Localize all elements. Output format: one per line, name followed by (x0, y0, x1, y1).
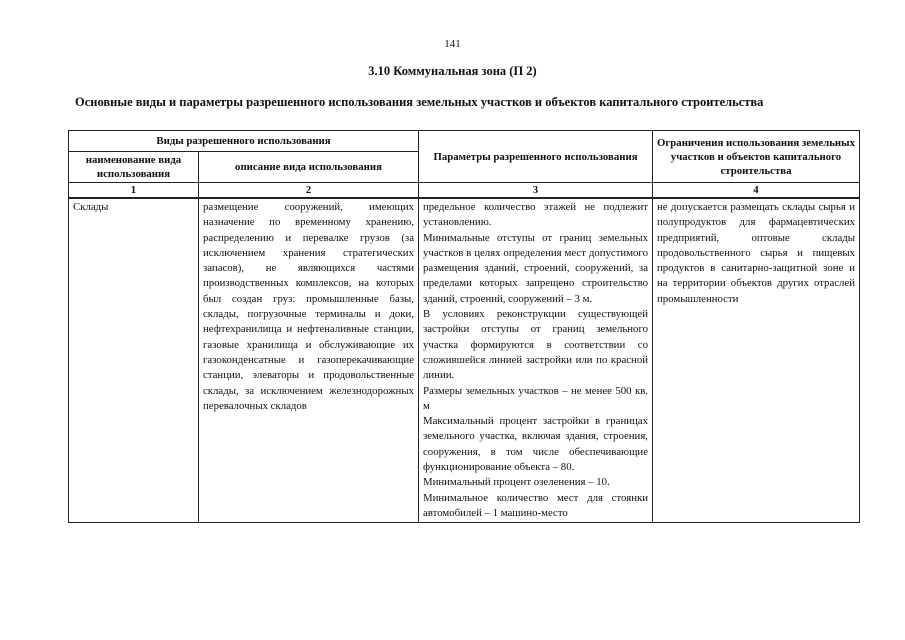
document-heading: Основные виды и параметры разрешенного использования земельных участков и объектов капитального строительства (75, 95, 764, 109)
header-limitations: Ограничения использования земельных участков и объектов капитального строительства (653, 131, 860, 183)
zoning-table (68, 130, 860, 523)
header-parameters: Параметры разрешенного использования (419, 131, 653, 183)
table-row (69, 198, 860, 523)
header-usage-description: описание вида использования (199, 152, 419, 183)
header-usage-types: Виды разрешенного использования (69, 131, 419, 152)
parameters-cell (419, 198, 653, 523)
parameter-item: В условиях реконструкции существующей застройки отступы от границ земельного участка формируются в соответствии со сложившейся линией застройки или по красной линии. (423, 308, 648, 382)
page-number: 141 (444, 38, 461, 50)
column-number: 2 (199, 183, 419, 199)
limitations-cell: не допускается размещать склады сырья и полупродуктов для фармацевтических предприятий, оптовые склады продовольственного сырья и пищевых продуктов в санитарно-защитной зоне и на территории объектов других отраслей промышленности (653, 198, 860, 523)
parameter-item: Минимальный процент озеленения – 10. (423, 476, 610, 489)
section-title: 3.10 Коммунальная зона (П 2) (368, 64, 537, 78)
parameter-item: предельное количество этажей не подлежит установлению. (423, 201, 648, 229)
column-number: 1 (69, 183, 199, 199)
parameter-item: Минимальное количество мест для стоянки автомобилей – 1 машино-место (423, 491, 648, 519)
header-usage-name: наименование вида использования (69, 152, 199, 183)
parameter-item: Минимальные отступы от границ земельных участков в целях определения мест допустимого размещения зданий, строений, сооружений, за пределами которых запрещено строительство зданий, строений, сооружений – 3 м. (423, 231, 648, 305)
column-number: 4 (653, 183, 860, 199)
usage-description-cell: размещение сооружений, имеющих назначение по временному хранению, распределению и перевалке грузов (за исключением хранения стратегических запасов), не являющихся частями производственных комплексов, на которых был создан груз: промышленные базы, склады, погрузочные терминалы и доки, нефтехранилища и нефтеналивные станции, газовые хранилища и обслуживающие их газоконденсатные и газоперекачивающие станции, элеваторы и продовольственные склады, за исключением железнодорожных перевалочных складов (199, 198, 419, 523)
parameter-item: Максимальный процент застройки в границах земельного участка, включая здания, строения, сооружения, в том числе обеспечивающие функционирование объекта – 80. (423, 415, 648, 474)
column-number: 3 (419, 183, 653, 199)
parameter-item: Размеры земельных участков – не менее 500 кв. м (423, 384, 648, 412)
usage-name-cell: Склады (69, 198, 199, 523)
